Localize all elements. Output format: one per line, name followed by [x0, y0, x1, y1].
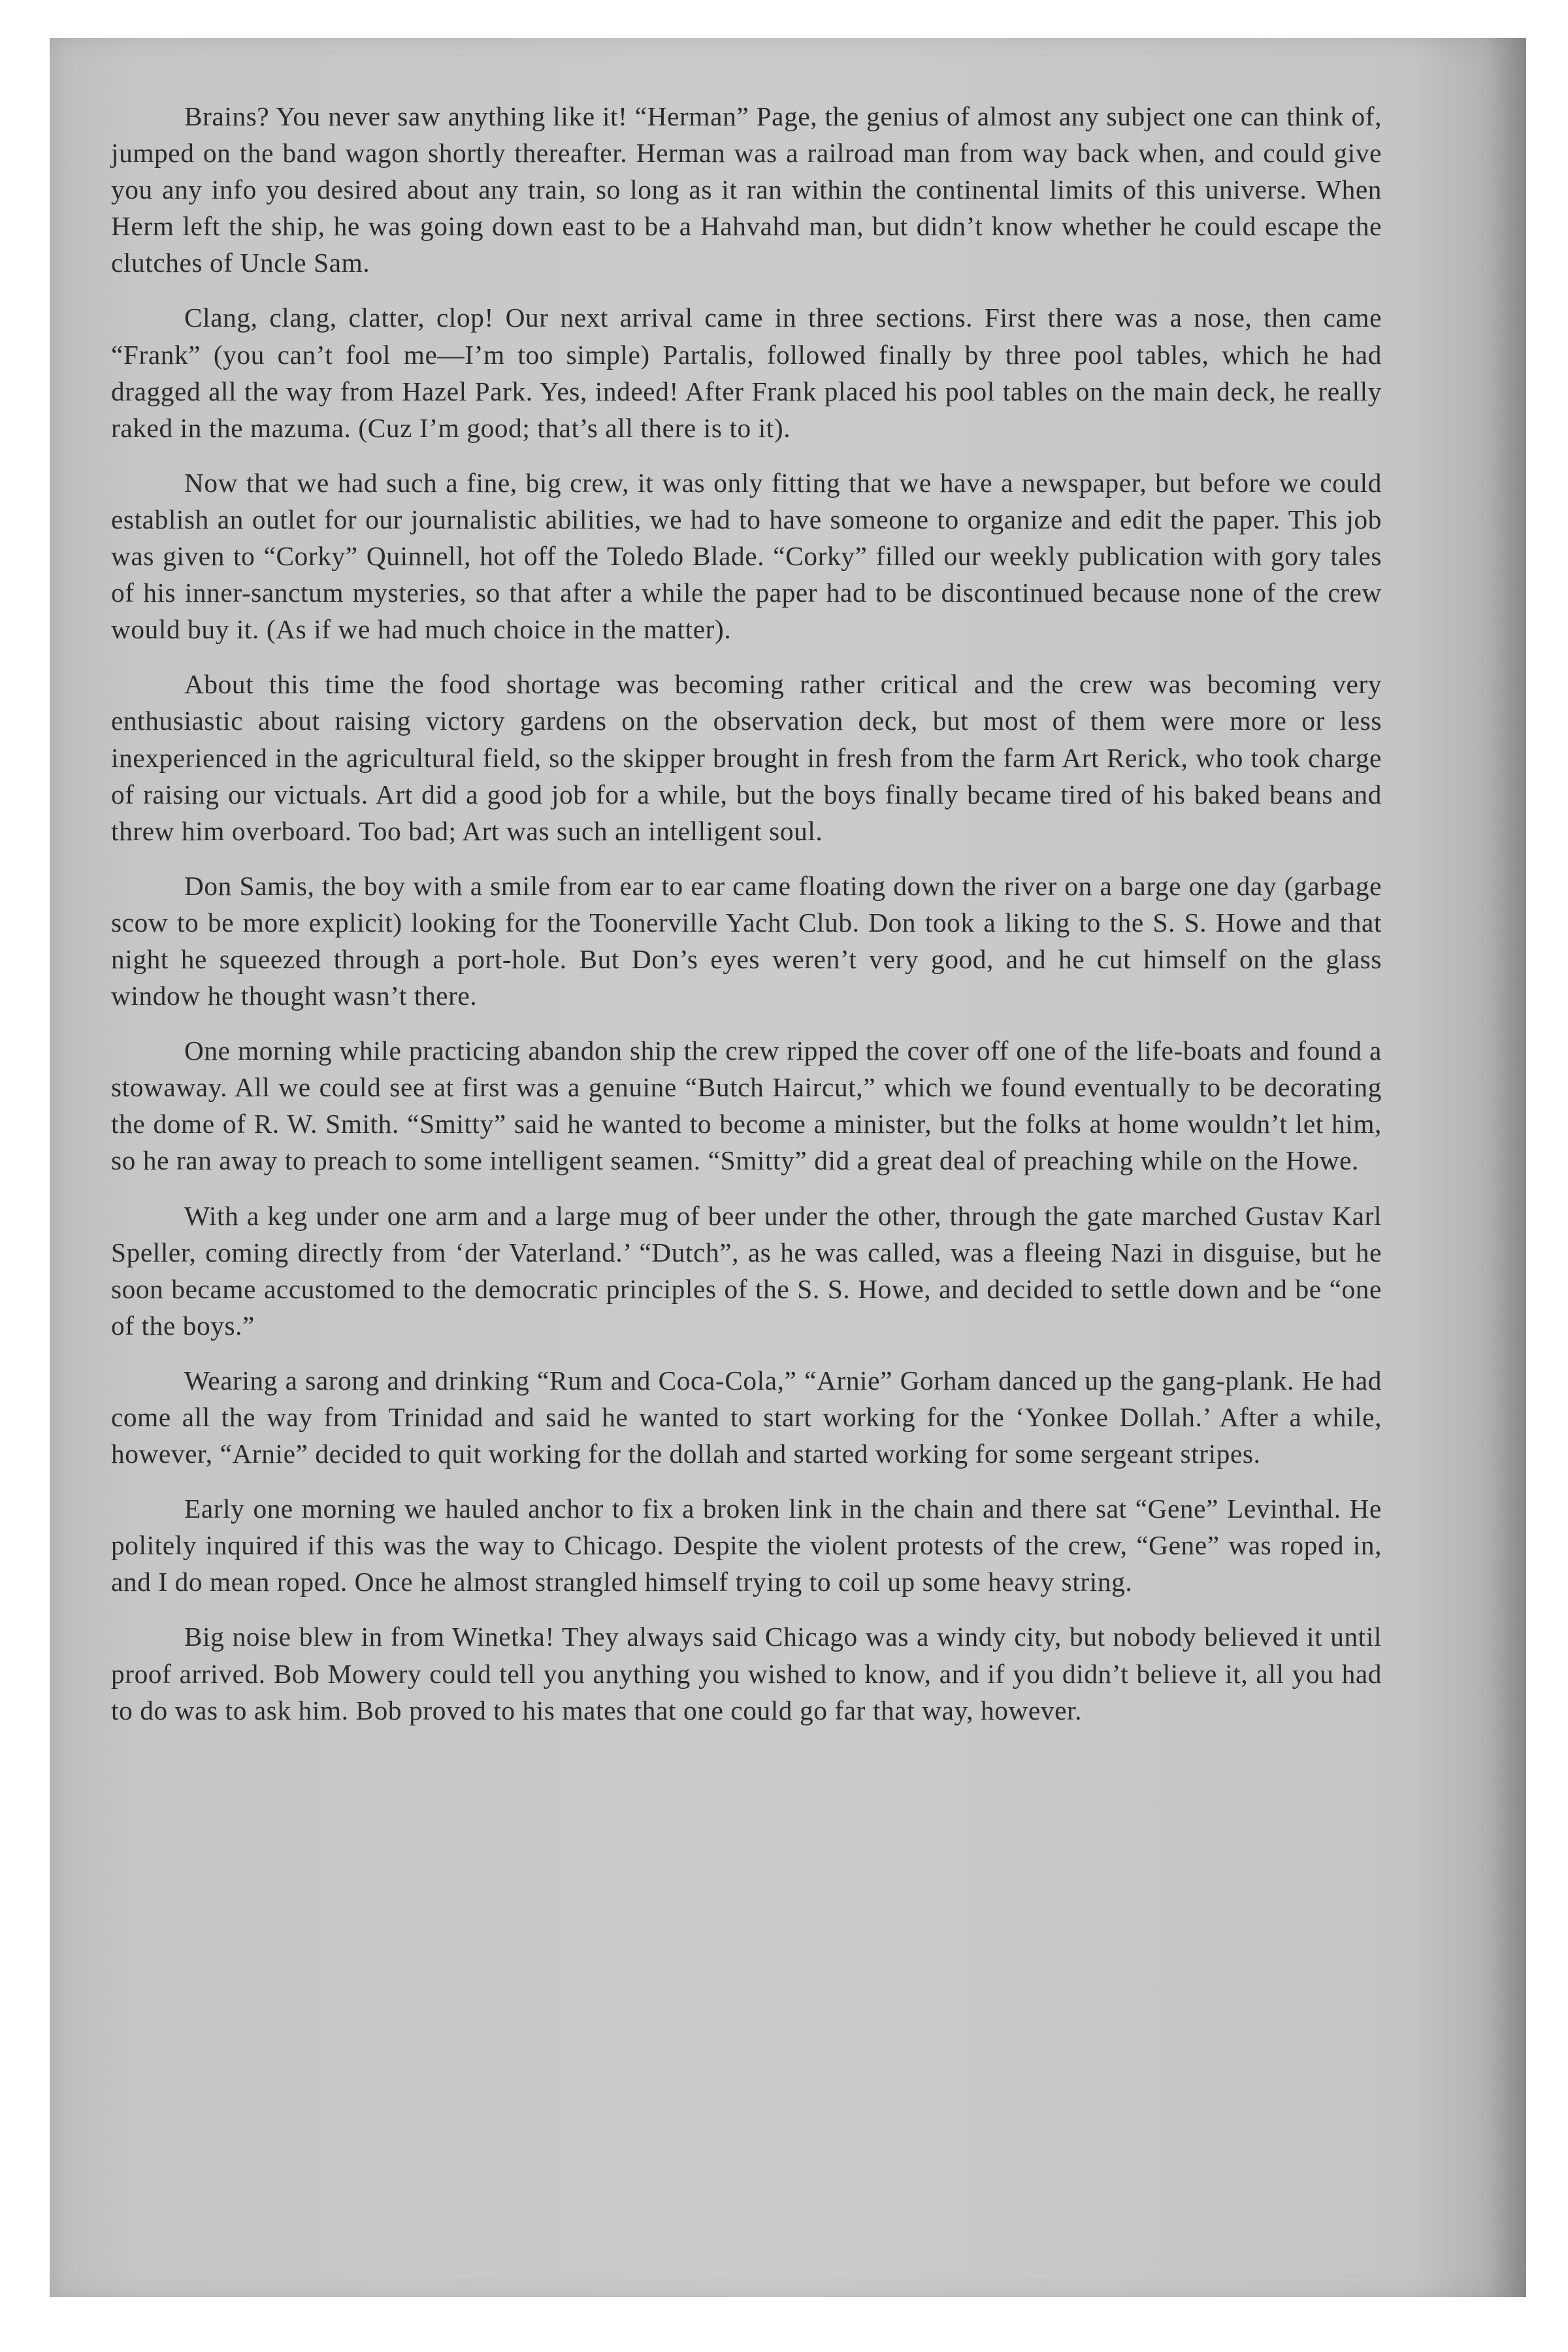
- paragraph-gene-levinthal: Early one morning we hauled anchor to fix a broken link in the chain and there sat “Gene” Levinthal. He politely inquired if this was the way to Chicago. Despite the violent protests of the crew, “Gene” was roped in, and I do mean roped. Once he almost strangled himself trying to coil up some heavy string.: [111, 1494, 1382, 1597]
- paragraph-art-rerick: About this time the food shortage was becoming rather critical and the crew was becoming very enthusiastic about raising victory gardens on the observation deck, but most of them were more or less inexperienced in the agricultural field, so the skipper brought in fresh from the farm Art Rerick, who took charge of raising our victuals. Art did a good job for a while, but the boys finally became tired of his baked beans and threw him overboard. Too bad; Art was such an intelligent soul.: [111, 669, 1382, 846]
- paragraph-corky-quinnell: Now that we had such a fine, big crew, it was only fitting that we have a newspaper, but before we could establish an outlet for our journalistic abilities, we had to have someone to organize and edit the paper. This job was given to “Corky” Quinnell, hot off the Toledo Blade. “Corky” filled our weekly publication with gory tales of his inner-sanctum mysteries, so that after a while the paper had to be discontinued because none of the crew would buy it. (As if we had much choice in the matter).: [111, 467, 1382, 645]
- paragraph-arnie-gorham: Wearing a sarong and drinking “Rum and Coca-Cola,” “Arnie” Gorham danced up the gang-plank. He had come all the way from Trinidad and said he wanted to start working for the ‘Yonkee Dollah.’ After a while, however, “Arnie” decided to quit working for the dollah and started working for some sergeant stripes.: [111, 1365, 1382, 1469]
- paragraph-herman-page: Brains? You never saw anything like it! “Herman” Page, the genius of almost any subject one can think of, jumped on the band wagon shortly thereafter. Herman was a railroad man from way back when, and could give you any info you desired about any train, so long as it ran within the continental limits of this universe. When Herm left the ship, he was going down east to be a Hahvahd man, but didn’t know whether he could escape the clutches of Uncle Sam.: [111, 101, 1382, 278]
- paragraph-rw-smith: One morning while practicing abandon ship the crew ripped the cover off one of the life-boats and found a stowaway. All we could see at first was a genuine “Butch Haircut,” which we found eventually to be decorating the dome of R. W. Smith. “Smitty” said he wanted to become a minister, but the folks at home wouldn’t let him, so he ran away to preach to some intelligent seamen. “Smitty” did a great deal of preaching while on the Howe.: [111, 1036, 1382, 1176]
- paragraph-frank-partalis: Clang, clang, clatter, clop! Our next arrival came in three sections. First there was a nose, then came “Frank” (you can’t fool me—I’m too simple) Partalis, followed finally by three pool tables, which he had dragged all the way from Hazel Park. Yes, indeed! After Frank placed his pool tables on the main deck, he really raked in the mazuma. (Cuz I’m good; that’s all there is to it).: [111, 302, 1382, 443]
- page-edge-shadow: [1487, 38, 1526, 2297]
- paragraph-gustav-speller: With a keg under one arm and a large mug of beer under the other, through the gate marched Gustav Karl Speller, coming directly from ‘der Vaterland.’ “Dutch”, as he was called, was a fleeing Nazi in disguise, but he soon became accustomed to the democratic principles of the S. S. Howe, and decided to settle down and be “one of the boys.”: [111, 1200, 1382, 1341]
- paragraph-don-samis: Don Samis, the boy with a smile from ear to ear came floating down the river on a barge one day (garbage scow to be more explicit) looking for the Toonerville Yacht Club. Don took a liking to the S. S. Howe and that night he squeezed through a port-hole. But Don’s eyes weren’t very good, and he cut himself on the glass window he thought wasn’t there.: [111, 870, 1382, 1011]
- paragraph-bob-mowery: Big noise blew in from Winetka! They always said Chicago was a windy city, but nobody believed it until proof arrived. Bob Mowery could tell you anything you wished to know, and if you didn’t believe it, all you had to do was to ask him. Bob proved to his mates that one could go far that way, however.: [111, 1622, 1382, 1725]
- body-text: [111, 98, 1382, 1747]
